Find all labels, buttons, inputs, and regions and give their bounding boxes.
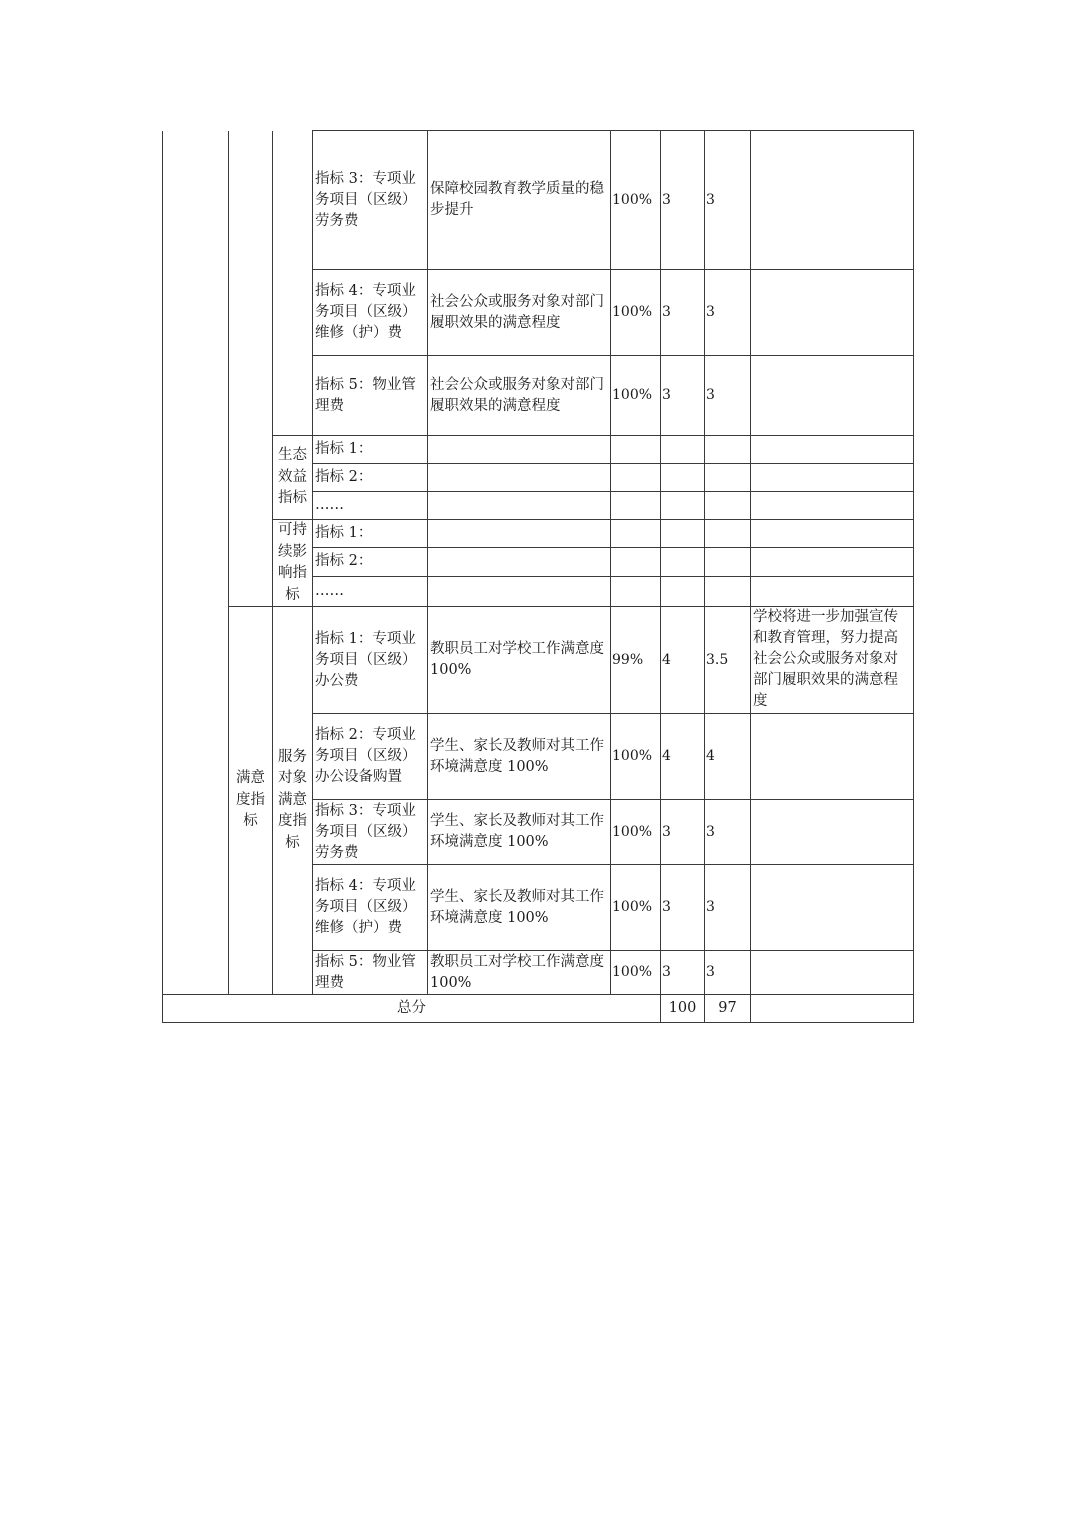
performance-indicator-table bbox=[162, 130, 914, 1023]
remark-cell bbox=[751, 576, 914, 606]
actual-value-cell bbox=[611, 436, 661, 464]
weight-cell: 4 bbox=[661, 714, 705, 800]
remark-cell bbox=[751, 865, 914, 951]
score-cell: 3 bbox=[705, 131, 751, 270]
target-cell: 保障校园教育教学质量的稳步提升 bbox=[428, 131, 611, 270]
indicator-cell: 指标 2： bbox=[313, 464, 428, 492]
score-cell: 3 bbox=[705, 356, 751, 436]
actual-value-cell bbox=[611, 576, 661, 606]
indicator-cell: 指标 1：专项业务项目（区级）办公费 bbox=[313, 607, 428, 714]
score-cell bbox=[705, 464, 751, 492]
score-cell: 3 bbox=[705, 800, 751, 865]
actual-value-cell: 100% bbox=[611, 270, 661, 356]
indicator-cell: 指标 1： bbox=[313, 436, 428, 464]
actual-value-cell bbox=[611, 492, 661, 520]
indicator-cell: 指标 3：专项业务项目（区级）劳务费 bbox=[313, 131, 428, 270]
target-cell bbox=[428, 548, 611, 576]
remark-cell bbox=[751, 492, 914, 520]
indicator-cell: …… bbox=[313, 492, 428, 520]
total-label: 总分 bbox=[163, 995, 661, 1023]
remark-cell bbox=[751, 436, 914, 464]
indicator-cell: 指标 4：专项业务项目（区级）维修（护）费 bbox=[313, 270, 428, 356]
remark-cell bbox=[751, 520, 914, 548]
remark-cell bbox=[751, 131, 914, 270]
remark-cell bbox=[751, 464, 914, 492]
indicator-cell: 指标 5：物业管理费 bbox=[313, 951, 428, 995]
outer-category-cell bbox=[163, 131, 229, 607]
outer-subcategory-cell bbox=[229, 131, 273, 607]
weight-cell: 4 bbox=[661, 607, 705, 714]
score-cell: 4 bbox=[705, 714, 751, 800]
indicator-cell: 指标 2：专项业务项目（区级）办公设备购置 bbox=[313, 714, 428, 800]
indicator-cell: …… bbox=[313, 576, 428, 606]
remark-cell bbox=[751, 714, 914, 800]
target-cell: 学生、家长及教师对其工作环境满意度 100% bbox=[428, 714, 611, 800]
indicator-cell: 指标 1： bbox=[313, 520, 428, 548]
score-cell bbox=[705, 436, 751, 464]
indicator-cell: 指标 4：专项业务项目（区级）维修（护）费 bbox=[313, 865, 428, 951]
actual-value-cell: 100% bbox=[611, 714, 661, 800]
weight-cell: 3 bbox=[661, 800, 705, 865]
sustainable-impact-label: 可持续影响指标 bbox=[273, 520, 313, 607]
total-weight: 100 bbox=[661, 995, 705, 1023]
target-cell: 社会公众或服务对象对部门履职效果的满意程度 bbox=[428, 270, 611, 356]
weight-cell: 3 bbox=[661, 356, 705, 436]
actual-value-cell: 100% bbox=[611, 800, 661, 865]
score-cell bbox=[705, 548, 751, 576]
actual-value-cell: 100% bbox=[611, 131, 661, 270]
total-row bbox=[163, 995, 914, 1023]
indicator-cell: 指标 3：专项业务项目（区级）劳务费 bbox=[313, 800, 428, 865]
target-cell: 学生、家长及教师对其工作环境满意度 100% bbox=[428, 800, 611, 865]
remark-cell bbox=[751, 270, 914, 356]
actual-value-cell: 99% bbox=[611, 607, 661, 714]
total-score: 97 bbox=[705, 995, 751, 1023]
eco-benefit-label: 生态效益指标 bbox=[273, 436, 313, 520]
indicator-cell: 指标 5：物业管理费 bbox=[313, 356, 428, 436]
weight-cell bbox=[661, 492, 705, 520]
actual-value-cell bbox=[611, 464, 661, 492]
target-cell: 学生、家长及教师对其工作环境满意度 100% bbox=[428, 865, 611, 951]
table-row bbox=[163, 607, 914, 714]
actual-value-cell bbox=[611, 548, 661, 576]
weight-cell: 3 bbox=[661, 951, 705, 995]
weight-cell: 3 bbox=[661, 865, 705, 951]
target-cell bbox=[428, 492, 611, 520]
score-cell: 3 bbox=[705, 865, 751, 951]
actual-value-cell: 100% bbox=[611, 356, 661, 436]
weight-cell bbox=[661, 464, 705, 492]
table-row bbox=[163, 520, 914, 548]
target-cell bbox=[428, 436, 611, 464]
target-cell bbox=[428, 520, 611, 548]
target-cell: 教职员工对学校工作满意度 100% bbox=[428, 607, 611, 714]
remark-cell bbox=[751, 800, 914, 865]
satisfaction-category-label: 满意度指标 bbox=[229, 607, 273, 995]
subcategory-continuation-cell bbox=[273, 131, 313, 436]
target-cell bbox=[428, 464, 611, 492]
score-cell: 3.5 bbox=[705, 607, 751, 714]
score-cell: 3 bbox=[705, 270, 751, 356]
weight-cell bbox=[661, 436, 705, 464]
score-cell: 3 bbox=[705, 951, 751, 995]
table-row bbox=[163, 436, 914, 464]
target-cell: 教职员工对学校工作满意度 100% bbox=[428, 951, 611, 995]
total-remark bbox=[751, 995, 914, 1023]
target-cell: 社会公众或服务对象对部门履职效果的满意程度 bbox=[428, 356, 611, 436]
score-cell bbox=[705, 576, 751, 606]
weight-cell bbox=[661, 576, 705, 606]
weight-cell bbox=[661, 548, 705, 576]
table-row bbox=[163, 131, 914, 270]
actual-value-cell: 100% bbox=[611, 951, 661, 995]
actual-value-cell: 100% bbox=[611, 865, 661, 951]
outer-category-cell bbox=[163, 607, 229, 995]
remark-cell bbox=[751, 951, 914, 995]
weight-cell: 3 bbox=[661, 131, 705, 270]
weight-cell: 3 bbox=[661, 270, 705, 356]
score-cell bbox=[705, 492, 751, 520]
remark-cell: 学校将进一步加强宣传和教育管理，努力提高社会公众或服务对象对部门履职效果的满意程度 bbox=[751, 607, 914, 714]
score-cell bbox=[705, 520, 751, 548]
target-cell bbox=[428, 576, 611, 606]
remark-cell bbox=[751, 356, 914, 436]
indicator-cell: 指标 2： bbox=[313, 548, 428, 576]
remark-cell bbox=[751, 548, 914, 576]
weight-cell bbox=[661, 520, 705, 548]
actual-value-cell bbox=[611, 520, 661, 548]
service-satisfaction-label: 服务对象满意度指标 bbox=[273, 607, 313, 995]
